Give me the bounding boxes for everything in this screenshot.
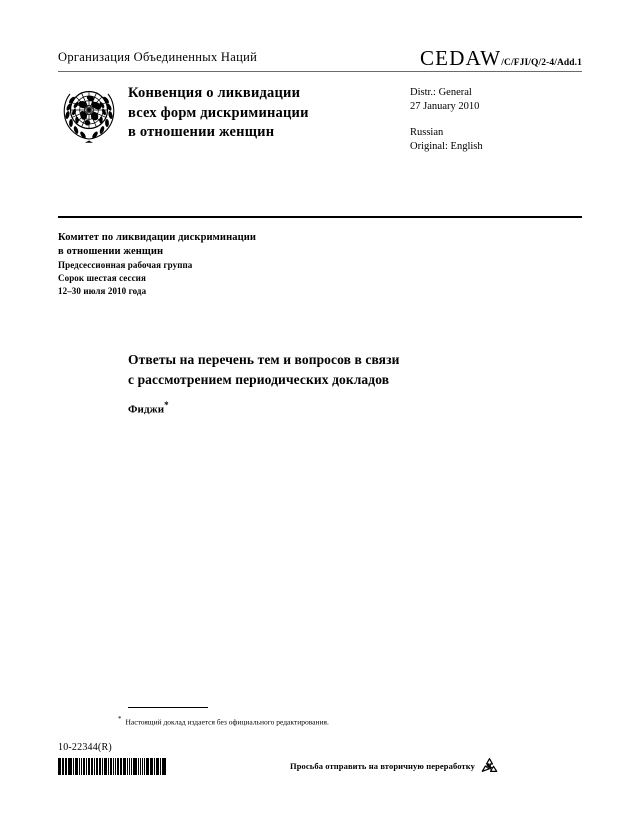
distribution-block bbox=[410, 86, 483, 153]
footnote-divider bbox=[128, 707, 208, 708]
document-symbol bbox=[420, 46, 582, 71]
convention-title-line-1: Конвенция о ликвидации bbox=[128, 85, 301, 101]
footnote-text: Настоящий доклад издается без официального редактирования. bbox=[125, 717, 329, 727]
session-number: Сорок шестая сессия bbox=[58, 273, 146, 283]
committee-name-line-2: в отношении женщин bbox=[58, 246, 164, 257]
job-number: 10-22344(R) bbox=[58, 742, 112, 753]
distribution-date: 27 January 2010 bbox=[410, 100, 480, 112]
organization-name: Организация Объединенных Наций bbox=[58, 50, 258, 64]
working-group: Предсессионная рабочая группа bbox=[58, 260, 193, 270]
footnote-marker: * bbox=[118, 715, 122, 723]
convention-title-line-3: в отношении женщин bbox=[128, 124, 275, 140]
page-title bbox=[128, 350, 399, 390]
committee-name-line-1: Комитет по ликвидации дискриминации bbox=[58, 232, 257, 243]
country-label: Фиджи bbox=[128, 403, 165, 416]
distribution-type: Distr.: General bbox=[410, 87, 472, 98]
recycle-icon bbox=[479, 756, 500, 776]
masthead-divider bbox=[58, 71, 582, 72]
footnote bbox=[118, 714, 329, 728]
country-footnote-marker: * bbox=[164, 400, 169, 410]
page-title-line-1: Ответы на перечень тем и вопросов в связи bbox=[128, 352, 400, 367]
distribution-original: Original: English bbox=[410, 140, 483, 152]
recycle-notice bbox=[290, 756, 500, 776]
recycle-text: Просьба отправить на вторичную переработку bbox=[290, 761, 475, 771]
distribution-language: Russian bbox=[410, 127, 444, 138]
convention-title bbox=[128, 84, 368, 143]
convention-title-line-2: всех форм дискриминации bbox=[128, 104, 309, 121]
header-divider bbox=[58, 216, 582, 218]
document-symbol-main: CEDAW bbox=[419, 46, 502, 70]
committee-block bbox=[58, 231, 256, 298]
session-dates: 12–30 июля 2010 года bbox=[58, 286, 147, 296]
un-emblem-icon bbox=[58, 82, 120, 144]
page-title-line-2: с рассмотрением периодических докладов bbox=[128, 372, 390, 387]
country-name bbox=[128, 400, 169, 416]
barcode bbox=[58, 758, 168, 775]
masthead bbox=[58, 46, 582, 70]
document-symbol-suffix: /C/FJI/Q/2-4/Add.1 bbox=[501, 58, 582, 68]
distribution-spacer bbox=[410, 113, 483, 126]
